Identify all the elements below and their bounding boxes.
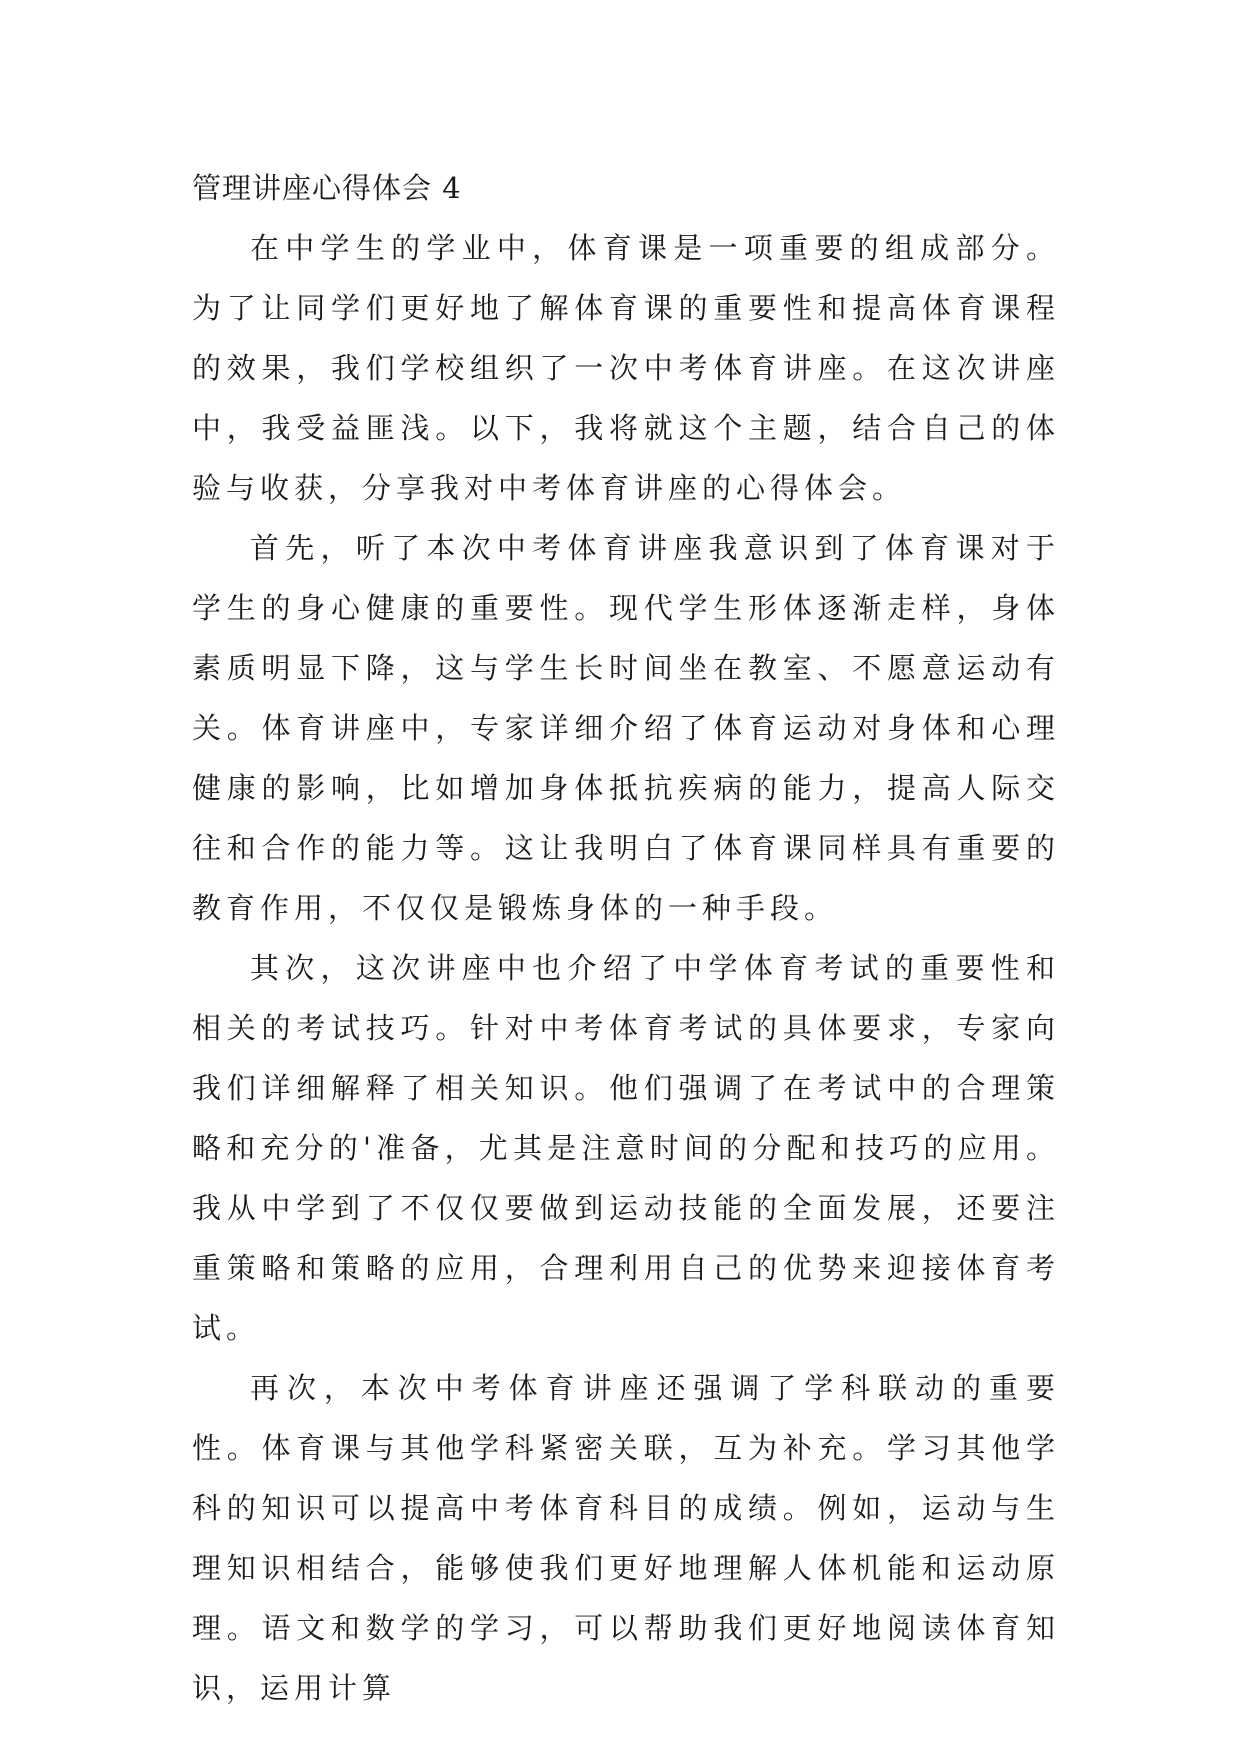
- document-title: 管理讲座心得体会 4: [192, 171, 462, 205]
- paragraph-intro: 在中学生的学业中，体育课是一项重要的组成部分。为了让同学们更好地了解体育课的重要性和提高体育课程的效果，我们学校组织了一次中考体育讲座。在这次讲座中，我受益匪浅。以下，我将就这个主题，结合自己的体验与收获，分享我对中考体育讲座的心得体会。: [192, 231, 1060, 505]
- paragraph-second-point: 其次，这次讲座中也介绍了中学体育考试的重要性和相关的考试技巧。针对中考体育考试的具体要求，专家向我们详细解释了相关知识。他们强调了在考试中的合理策略和充分的'准备，尤其是注意时间的分配和技巧的应用。我从中学到了不仅仅要做到运动技能的全面发展，还要注重策略和策略的应用，合理利用自己的优势来迎接体育考试。: [192, 951, 1060, 1345]
- paragraph-third-point: 再次，本次中考体育讲座还强调了学科联动的重要性。体育课与其他学科紧密关联，互为补充。学习其他学科的知识可以提高中考体育科目的成绩。例如，运动与生理知识相结合，能够使我们更好地理解人体机能和运动原理。语文和数学的学习，可以帮助我们更好地阅读体育知识，运用计算: [192, 1371, 1060, 1705]
- paragraph-first-point: 首先，听了本次中考体育讲座我意识到了体育课对于学生的身心健康的重要性。现代学生形体逐渐走样，身体素质明显下降，这与学生长时间坐在教室、不愿意运动有关。体育讲座中，专家详细介绍了体育运动对身体和心理健康的影响，比如增加身体抵抗疾病的能力，提高人际交往和合作的能力等。这让我明白了体育课同样具有重要的教育作用，不仅仅是锻炼身体的一种手段。: [192, 531, 1060, 925]
- document-body: [192, 158, 1060, 1718]
